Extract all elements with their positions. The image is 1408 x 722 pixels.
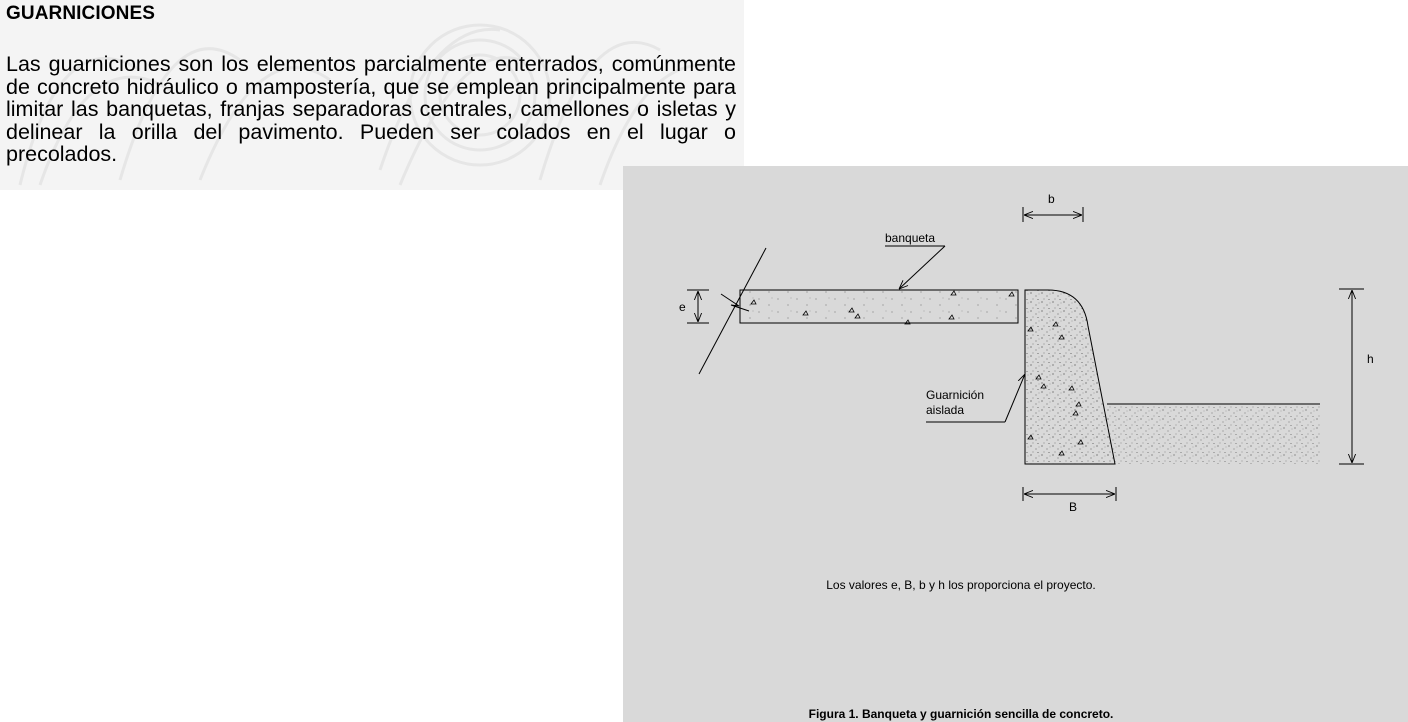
figure-caption: Figura 1. Banqueta y guarnición sencilla de concreto. — [808, 707, 1114, 721]
body-paragraph: Las guarniciones son los elementos parcialmente enterrados, comúnmente de concreto hidráulico o mampostería, que se emplean principalmente para limitar las banquetas, franjas separadoras centrales, camellones o isletas y delinear la orilla del pavimento. Pueden ser colados en el lugar o precolados. — [6, 52, 736, 166]
B-label: B — [1069, 500, 1078, 514]
ground-fill — [1107, 404, 1320, 464]
b-label: b — [1048, 192, 1055, 206]
section-heading: GUARNICIONES — [6, 3, 155, 24]
aislada-label: aislada — [926, 403, 965, 417]
h-label: h — [1367, 352, 1374, 366]
text-section — [0, 0, 744, 190]
curb-section — [1025, 290, 1115, 464]
curb-diagram — [623, 166, 1408, 722]
banqueta-leader — [899, 246, 945, 289]
e-label: e — [679, 300, 686, 314]
sidewalk-slab — [740, 290, 1018, 323]
banqueta-label: banqueta — [885, 231, 936, 245]
figure — [623, 166, 1408, 722]
figure-note: Los valores e, B, b y h los proporciona el proyecto. — [826, 578, 1096, 592]
guarnicion-leader — [1005, 374, 1025, 422]
guarnicion-label: Guarnición — [926, 388, 985, 402]
